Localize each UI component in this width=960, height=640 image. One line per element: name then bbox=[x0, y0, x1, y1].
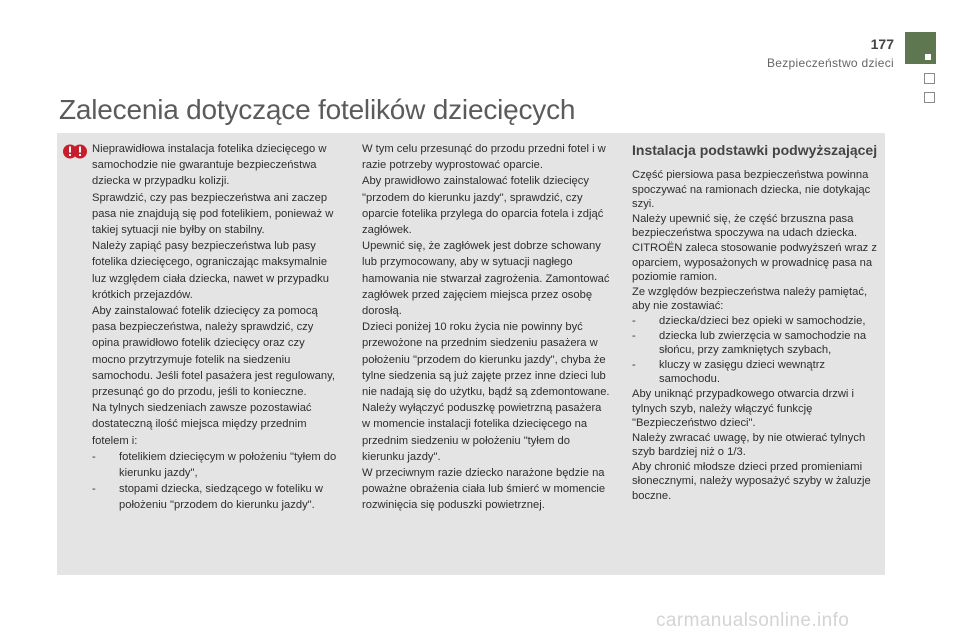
list-item: - dziecka lub zwierzęcia w samochodzie na słońcu, przy zamkniętych szybach, bbox=[632, 329, 882, 358]
bullet-list bbox=[632, 314, 882, 387]
page-title: Zalecenia dotyczące fotelików dziecięcych bbox=[59, 94, 576, 125]
booster-seat-column bbox=[632, 142, 882, 504]
section-heading: Instalacja podstawki podwyższającej bbox=[632, 142, 878, 158]
paragraph: Należy zwracać uwagę, by nie otwierać tylnych szyb bardziej niż o 1/3. bbox=[632, 431, 866, 459]
paragraph: Aby uniknąć przypadkowego otwarcia drzwi i tylnych szyb, należy włączyć funkcję "Bezpieczeństwo dzieci". bbox=[632, 387, 854, 430]
chapter-tab bbox=[924, 92, 935, 103]
double-exclamation-icon bbox=[63, 144, 87, 159]
list-item: - stopami dziecka, siedzącego w foteliku w położeniu "przodem do kierunku jazdy". bbox=[92, 481, 340, 513]
paragraph: CITROËN zaleca stosowanie podwyższeń wraz z oparciem, wyposażonych w prowadnicę pasa na poziomie ramion. bbox=[632, 241, 877, 284]
list-item: - dziecka/dzieci bez opieki w samochodzie, bbox=[632, 314, 882, 329]
paragraph: Na tylnych siedzeniach zawsze pozostawiać dostateczną ilość miejsca między przednim fotelem i: bbox=[92, 402, 312, 447]
list-item: - kluczy w zasięgu dzieci wewnątrz samochodu. bbox=[632, 358, 882, 387]
chapter-tab-active bbox=[905, 32, 936, 64]
paragraph: Aby chronić młodsze dzieci przed promieniami słonecznymi, należy wyposażyć szyby w żaluzje boczne. bbox=[632, 460, 871, 503]
bullet-list bbox=[92, 449, 340, 514]
paragraph: Nieprawidłowa instalacja fotelika dziecięcego w samochodzie nie gwarantuje bezpieczeństwa dziecka w przypadku kolizji. bbox=[92, 143, 327, 188]
section-header: Bezpieczeństwo dzieci bbox=[766, 56, 894, 70]
chapter-tab bbox=[924, 73, 935, 84]
paragraph: Aby zainstalować fotelik dziecięcy za pomocą pasa bezpieczeństwa, należy sprawdzić, czy opina prawidłowo fotelik dziecięcy oraz czy mocno przytrzymuje fotelik na siedzeniu samochodu. Jeśli fotel pasażera jest regulowany, przesunąć go do przodu, jeśli to konieczne. bbox=[92, 305, 335, 399]
paragraph: Aby prawidłowo zainstalować fotelik dziecięcy "przodem do kierunku jazdy", sprawdzić, czy oparcie fotelika przylega do oparcia fotela i zdjąć zagłówek. bbox=[362, 175, 604, 237]
middle-text-column bbox=[362, 141, 612, 514]
paragraph: W przeciwnym razie dziecko narażone będzie na poważne obrażenia ciała lub śmierć w momencie rozwinięcia się poduszki powietrznej. bbox=[362, 467, 606, 512]
paragraph: W tym celu przesunąć do przodu przedni fotel i w razie potrzeby wyprostować oparcie. bbox=[362, 143, 606, 172]
tab-marker bbox=[925, 54, 931, 60]
paragraph: Część piersiowa pasa bezpieczeństwa powinna spoczywać na ramionach dziecka, nie dotykając szyi. bbox=[632, 169, 871, 211]
paragraph: Dzieci poniżej 10 roku życia nie powinny być przewożone na przednim siedzeniu pasażera w położeniu "przodem do kierunku jazdy", chyba że tylne siedzenia są już zajęte przez inne dzieci lub nie nadają się do użytku, bądź są zdemontowane. bbox=[362, 321, 610, 399]
paragraph: Należy wyłączyć poduszkę powietrzną pasażera w momencie instalacji fotelika dziecięcego na przednim siedzeniu w położeniu "tyłem do kierunku jazdy". bbox=[362, 402, 602, 463]
paragraph: Upewnić się, że zagłówek jest dobrze schowany lub przymocowany, aby w sytuacji nagłego hamowania nie stwarzał zagrożenia. Zamontować zagłówek przed zajęciem miejsca przez osobę dorosłą. bbox=[362, 240, 610, 318]
paragraph: Należy upewnić się, że część brzuszna pasa bezpieczeństwa spoczywa na udach dziecka. bbox=[632, 212, 858, 240]
paragraph: Sprawdzić, czy pas bezpieczeństwa ani zaczep pasa nie znajdują się pod fotelikiem, ponieważ w takiej sytuacji nie byłby on stabilny. bbox=[92, 191, 334, 237]
watermark: carmanualsonline.info bbox=[656, 610, 850, 631]
page-number: 177 bbox=[870, 36, 894, 52]
warning-text-column bbox=[92, 141, 340, 514]
paragraph: Ze względów bezpieczeństwa należy pamiętać, aby nie zostawiać: bbox=[632, 285, 868, 313]
paragraph: Należy zapiąć pasy bezpieczeństwa lub pasy fotelika dziecięcego, ograniczając maksymalnie luz względem ciała dziecka, nawet w przypadku krótkich przejazdów. bbox=[92, 240, 329, 301]
list-item: - fotelikiem dziecięcym w położeniu "tyłem do kierunku jazdy", bbox=[92, 449, 340, 481]
